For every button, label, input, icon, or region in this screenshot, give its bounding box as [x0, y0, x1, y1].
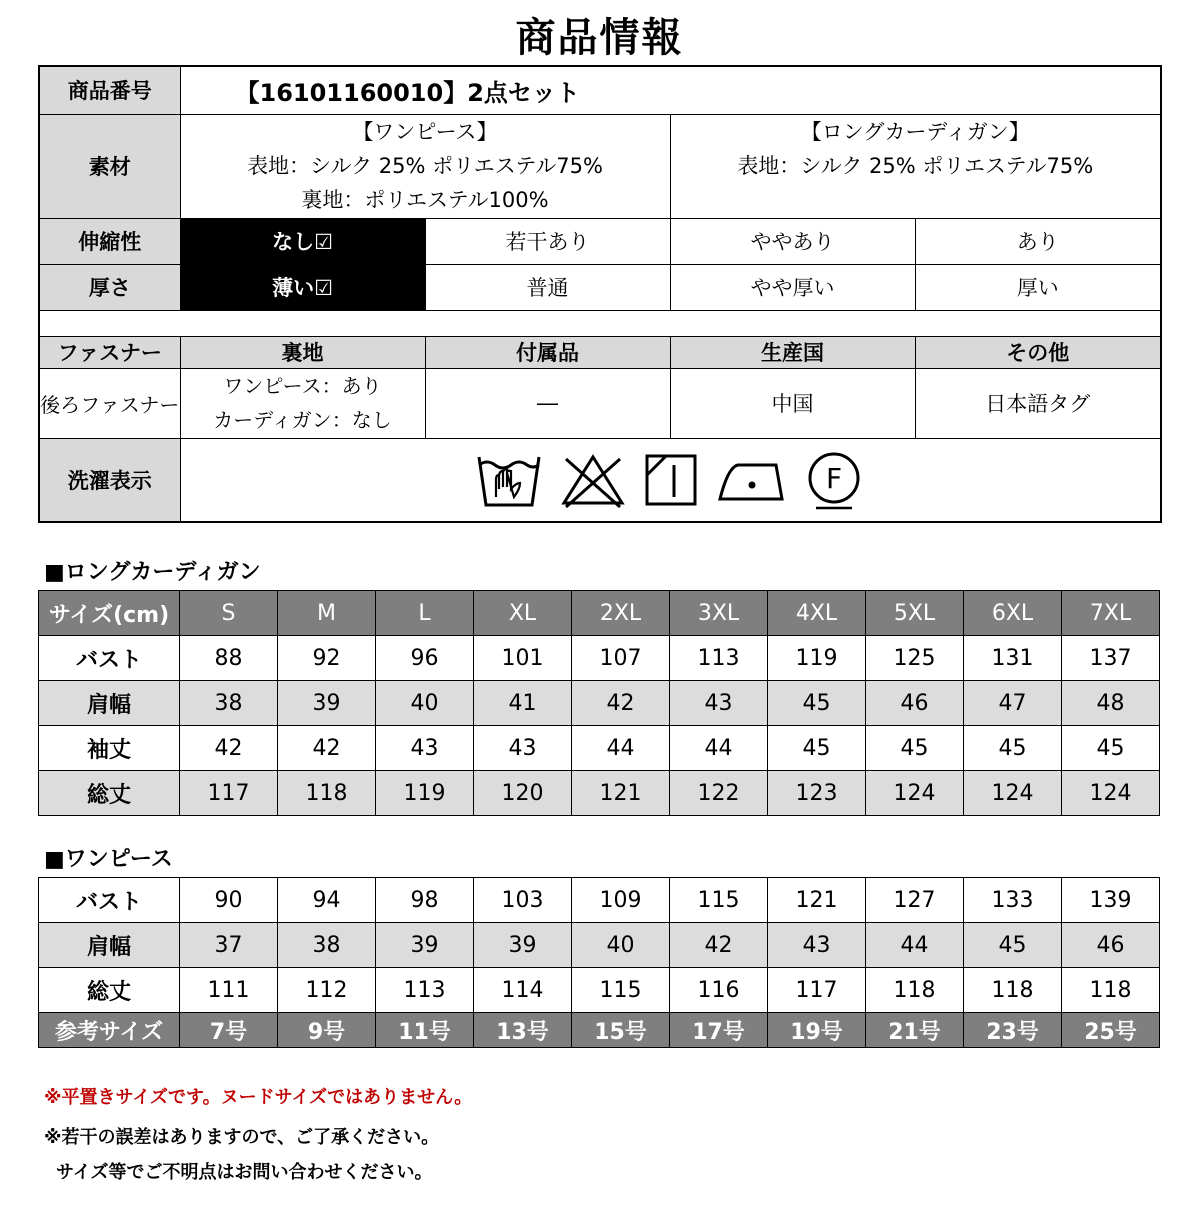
cardigan-measure-row [39, 636, 1160, 681]
onepiece-measure-cell: 139 [1062, 878, 1160, 923]
dry-clean-f-icon [804, 450, 864, 510]
onepiece-measure-cell: 42 [670, 923, 768, 968]
lining-line1: ワンピース：あり [223, 374, 382, 398]
svg-text:F: F [826, 461, 843, 495]
onepiece-heading: ■ワンピース [44, 847, 173, 872]
cardigan-size-table [38, 590, 1160, 816]
accessory-value: ― [425, 368, 670, 438]
onepiece-ref-size-cell: 17号 [670, 1013, 768, 1048]
no-bleach-icon [560, 451, 626, 509]
cardigan-measure-cell: 39 [278, 681, 376, 726]
thickness-option: 普通 [425, 264, 670, 310]
cardigan-measure-cell: 119 [376, 771, 474, 816]
onepiece-measure-cell: 114 [474, 968, 572, 1013]
cardigan-measure-label: 肩幅 [39, 681, 180, 726]
other-label: その他 [915, 336, 1161, 368]
other-value: 日本語タグ [915, 368, 1161, 438]
onepiece-measure-cell: 98 [376, 878, 474, 923]
product-no-value: 【16101160010】2点セット [180, 66, 1161, 114]
low-iron-icon [716, 455, 786, 505]
onepiece-measure-cell: 118 [1062, 968, 1160, 1013]
cardigan-measure-cell: 123 [768, 771, 866, 816]
wash-symbols [180, 438, 1161, 522]
cardigan-measure-cell: 45 [768, 726, 866, 771]
onepiece-ref-size-cell: 15号 [572, 1013, 670, 1048]
cardigan-measure-cell: 42 [180, 726, 278, 771]
cardigan-size-header-cell: 5XL [866, 591, 964, 636]
cardigan-measure-cell: 124 [1062, 771, 1160, 816]
cardigan-size-header-cell: 2XL [572, 591, 670, 636]
onepiece-ref-size-cell: 21号 [866, 1013, 964, 1048]
cardigan-measure-row [39, 681, 1160, 726]
page-title: 商品情報 [515, 15, 684, 61]
cardigan-measure-cell: 44 [670, 726, 768, 771]
onepiece-measure-cell: 127 [866, 878, 964, 923]
thickness-label: 厚さ [39, 264, 180, 310]
onepiece-measure-cell: 115 [670, 878, 768, 923]
onepiece-measure-cell: 37 [180, 923, 278, 968]
cardigan-measure-cell: 92 [278, 636, 376, 681]
cardigan-measure-cell: 117 [180, 771, 278, 816]
onepiece-ref-size-cell: 19号 [768, 1013, 866, 1048]
cardigan-measure-cell: 125 [866, 636, 964, 681]
cardigan-measure-label: 袖丈 [39, 726, 180, 771]
cardigan-measure-cell: 120 [474, 771, 572, 816]
cardigan-measure-cell: 42 [278, 726, 376, 771]
onepiece-measure-cell: 112 [278, 968, 376, 1013]
note-contact: サイズ等でご不明点はお問い合わせください。 [56, 1162, 433, 1183]
stretch-option-selected: なし☑ [180, 218, 425, 264]
onepiece-measure-cell: 133 [964, 878, 1062, 923]
material-onepiece-title: 【ワンピース】 [352, 120, 498, 144]
onepiece-measure-row [39, 968, 1160, 1013]
onepiece-measure-cell: 39 [474, 923, 572, 968]
cardigan-measure-cell: 40 [376, 681, 474, 726]
onepiece-size-table [38, 877, 1160, 1048]
onepiece-measure-cell: 111 [180, 968, 278, 1013]
onepiece-measure-label: バスト [39, 878, 180, 923]
onepiece-measure-cell: 118 [866, 968, 964, 1013]
wash-label: 洗濯表示 [39, 438, 180, 522]
onepiece-ref-size-cell: 25号 [1062, 1013, 1160, 1048]
onepiece-measure-cell: 39 [376, 923, 474, 968]
shade-dry-icon [644, 453, 698, 507]
accessory-label: 付属品 [425, 336, 670, 368]
cardigan-measure-label: 総丈 [39, 771, 180, 816]
onepiece-measure-cell: 117 [768, 968, 866, 1013]
cardigan-measure-cell: 96 [376, 636, 474, 681]
onepiece-ref-size-cell: 9号 [278, 1013, 376, 1048]
cardigan-measure-cell: 46 [866, 681, 964, 726]
onepiece-measure-cell: 46 [1062, 923, 1160, 968]
lining-value [180, 368, 425, 438]
cardigan-measure-cell: 38 [180, 681, 278, 726]
origin-value: 中国 [670, 368, 915, 438]
cardigan-measure-cell: 101 [474, 636, 572, 681]
onepiece-ref-size-cell: 7号 [180, 1013, 278, 1048]
cardigan-size-header-cell: 4XL [768, 591, 866, 636]
cardigan-measure-cell: 107 [572, 636, 670, 681]
lining-line2: カーディガン：なし [213, 408, 392, 432]
cardigan-measure-cell: 124 [866, 771, 964, 816]
cardigan-measure-cell: 122 [670, 771, 768, 816]
cardigan-size-header-cell: 7XL [1062, 591, 1160, 636]
cardigan-measure-cell: 48 [1062, 681, 1160, 726]
material-label: 素材 [39, 114, 180, 218]
cardigan-heading: ■ロングカーディガン [44, 560, 261, 585]
cardigan-size-header-cell: 6XL [964, 591, 1062, 636]
cardigan-measure-cell: 113 [670, 636, 768, 681]
cardigan-size-header-cell: XL [474, 591, 572, 636]
onepiece-measure-cell: 44 [866, 923, 964, 968]
material-onepiece [180, 114, 670, 218]
onepiece-ref-size-cell: 11号 [376, 1013, 474, 1048]
onepiece-measure-cell: 115 [572, 968, 670, 1013]
cardigan-measure-cell: 124 [964, 771, 1062, 816]
stretch-option: ややあり [670, 218, 915, 264]
cardigan-size-header-cell: M [278, 591, 376, 636]
thickness-option: 厚い [915, 264, 1161, 310]
cardigan-measure-cell: 43 [670, 681, 768, 726]
note-tolerance: ※若干の誤差はありますので、ご了承ください。 [44, 1127, 440, 1148]
fastener-value: 後ろファスナー [39, 368, 180, 438]
onepiece-ref-size-cell: 13号 [474, 1013, 572, 1048]
material-cardigan-title: 【ロングカーディガン】 [800, 119, 1030, 144]
spacer-row [39, 310, 1161, 336]
product-info-table [38, 65, 1162, 523]
cardigan-size-header-cell: 3XL [670, 591, 768, 636]
hand-wash-icon [476, 451, 542, 509]
cardigan-measure-cell: 88 [180, 636, 278, 681]
cardigan-measure-label: バスト [39, 636, 180, 681]
cardigan-size-header-cell: L [376, 591, 474, 636]
cardigan-size-header-cell: S [180, 591, 278, 636]
cardigan-measure-cell: 43 [474, 726, 572, 771]
onepiece-ref-size-label: 参考サイズ [39, 1013, 180, 1048]
onepiece-measure-cell: 38 [278, 923, 376, 968]
stretch-label: 伸縮性 [39, 218, 180, 264]
cardigan-size-header-row [39, 591, 1160, 636]
onepiece-measure-cell: 40 [572, 923, 670, 968]
cardigan-measure-cell: 41 [474, 681, 572, 726]
cardigan-measure-cell: 131 [964, 636, 1062, 681]
material-cardigan-line1: 表地：シルク 25% ポリエステル75% [737, 153, 1094, 178]
onepiece-ref-size-row [39, 1013, 1160, 1048]
fastener-label: ファスナー [39, 336, 180, 368]
cardigan-measure-cell: 47 [964, 681, 1062, 726]
material-onepiece-line2: 裏地：ポリエステル100% [301, 188, 549, 212]
onepiece-measure-cell: 109 [572, 878, 670, 923]
cardigan-measure-row [39, 726, 1160, 771]
material-onepiece-line1: 表地：シルク 25% ポリエステル75% [247, 154, 603, 178]
origin-label: 生産国 [670, 336, 915, 368]
onepiece-measure-cell: 103 [474, 878, 572, 923]
product-no-label: 商品番号 [39, 66, 180, 114]
onepiece-measure-row [39, 878, 1160, 923]
cardigan-measure-cell: 43 [376, 726, 474, 771]
onepiece-measure-label: 総丈 [39, 968, 180, 1013]
onepiece-measure-cell: 94 [278, 878, 376, 923]
cardigan-measure-cell: 44 [572, 726, 670, 771]
thickness-option-selected: 薄い☑ [180, 264, 425, 310]
onepiece-measure-row [39, 923, 1160, 968]
cardigan-size-header-label: サイズ(cm) [39, 591, 180, 636]
stretch-option: 若干あり [425, 218, 670, 264]
onepiece-measure-label: 肩幅 [39, 923, 180, 968]
cardigan-measure-cell: 45 [768, 681, 866, 726]
onepiece-measure-cell: 90 [180, 878, 278, 923]
onepiece-measure-cell: 45 [964, 923, 1062, 968]
cardigan-measure-cell: 121 [572, 771, 670, 816]
onepiece-measure-cell: 116 [670, 968, 768, 1013]
cardigan-measure-cell: 45 [964, 726, 1062, 771]
stretch-option: あり [915, 218, 1161, 264]
cardigan-measure-cell: 45 [1062, 726, 1160, 771]
onepiece-measure-cell: 118 [964, 968, 1062, 1013]
cardigan-measure-cell: 118 [278, 771, 376, 816]
cardigan-measure-cell: 42 [572, 681, 670, 726]
onepiece-ref-size-cell: 23号 [964, 1013, 1062, 1048]
onepiece-measure-cell: 113 [376, 968, 474, 1013]
lining-label: 裏地 [180, 336, 425, 368]
cardigan-measure-row [39, 771, 1160, 816]
cardigan-measure-cell: 119 [768, 636, 866, 681]
material-cardigan [670, 114, 1161, 218]
note-flat-measure: ※平置きサイズです。ヌードサイズではありません。 [44, 1087, 473, 1108]
thickness-option: やや厚い [670, 264, 915, 310]
onepiece-measure-cell: 43 [768, 923, 866, 968]
cardigan-measure-cell: 45 [866, 726, 964, 771]
cardigan-measure-cell: 137 [1062, 636, 1160, 681]
onepiece-measure-cell: 121 [768, 878, 866, 923]
